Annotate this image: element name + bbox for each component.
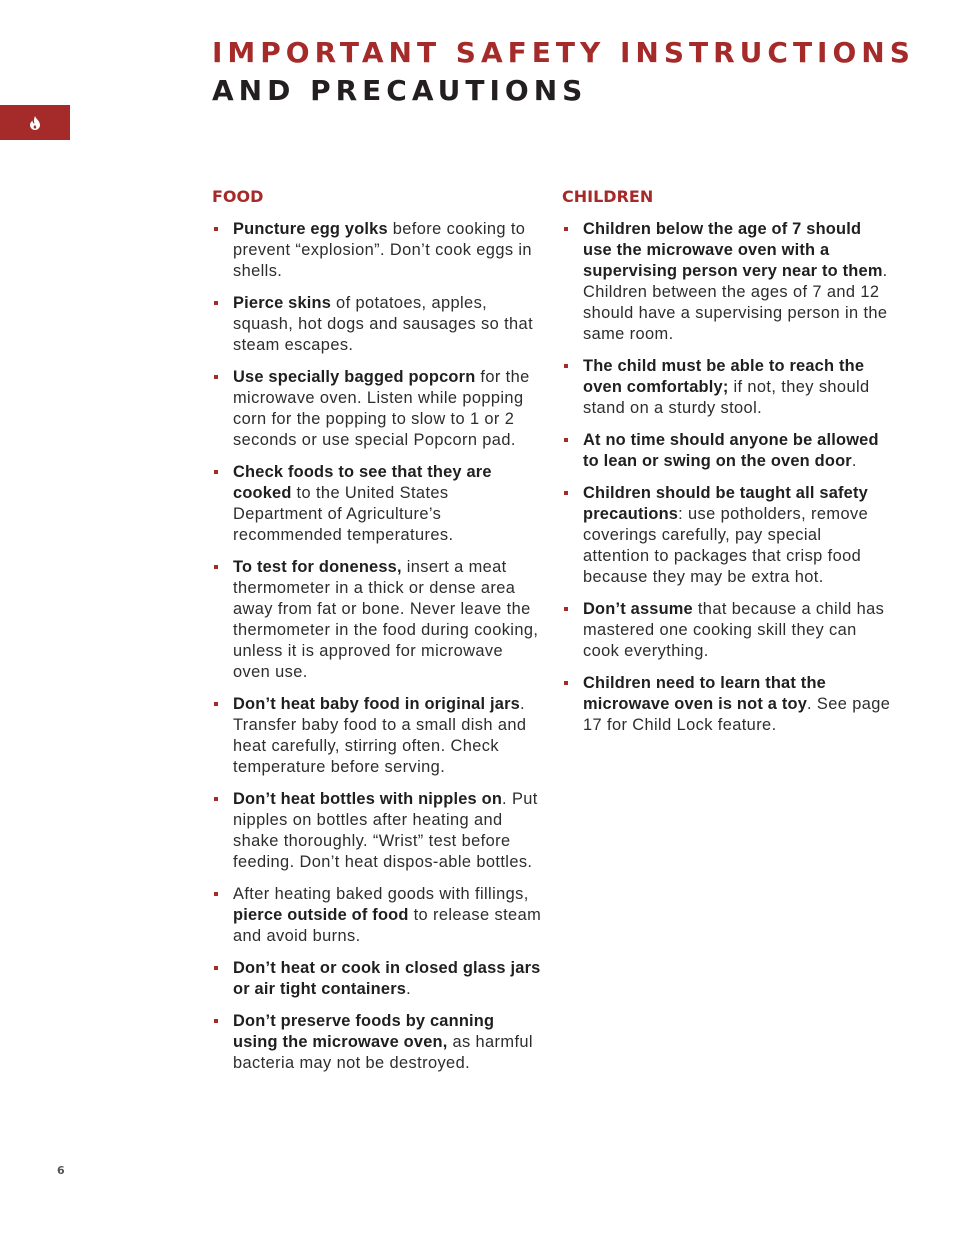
item-emphasis: Don’t heat or cook in closed glass jars or air tight containers: [233, 959, 541, 998]
item-emphasis: Pierce skins: [233, 294, 332, 312]
item-text: . Put nipples on bottles after heating and shake thoroughly. “Wrist” test before feeding. Don’t heat dispos-able bottles.: [233, 790, 538, 871]
item-text: before cooking to prevent “explosion”. Don’t cook eggs in shells.: [233, 220, 532, 280]
page-title: IMPORTANT SAFETY INSTRUCTIONS: [212, 36, 915, 69]
list-item: [212, 958, 542, 1000]
list-item: [212, 293, 542, 356]
item-text: .: [851, 452, 857, 470]
section-tab: [0, 105, 70, 140]
list-item: [212, 1011, 542, 1074]
item-text: of potatoes, apples, squash, hot dogs and sausages so that steam escapes.: [233, 294, 534, 354]
item-emphasis: Children need to learn that the microwave oven is not a toy: [583, 674, 826, 713]
item-emphasis: At no time should anyone be allowed to lean or swing on the oven door: [583, 431, 879, 470]
list-item: [562, 673, 892, 736]
page-number: 6: [57, 1164, 65, 1177]
children-section: [562, 186, 892, 747]
item-text: insert a meat thermometer in a thick or dense area away from fat or bone. Never leave the thermometer in the food during cooking, unless it is approved for microwave oven use.: [233, 558, 539, 681]
item-emphasis: Use specially bagged popcorn: [233, 368, 476, 386]
list-item: [212, 367, 542, 451]
item-text: . Children between the ages of 7 and 12 should have a supervising person in the same room.: [583, 262, 888, 343]
item-text: if not, they should stand on a sturdy stool.: [583, 378, 870, 417]
item-text-prefix: After heating baked goods with fillings,: [233, 885, 529, 903]
list-item: [562, 483, 892, 588]
item-emphasis: Puncture egg yolks: [233, 220, 388, 238]
item-emphasis: Children below the age of 7 should use the microwave oven with a supervising person very near to them: [583, 220, 883, 280]
item-text: : use potholders, remove coverings carefully, pay special attention to packages that crisp food because they may be extra hot.: [583, 505, 869, 586]
item-emphasis: Check foods to see that they are cooked: [233, 463, 492, 502]
item-emphasis: The child must be able to reach the oven comfortably;: [583, 357, 865, 396]
item-text: as harmful bacteria may not be destroyed.: [233, 1033, 533, 1072]
item-text: . See page 17 for Child Lock feature.: [583, 695, 891, 734]
flame-icon: [29, 116, 41, 130]
item-text: to release steam and avoid burns.: [233, 906, 542, 945]
item-emphasis: To test for doneness,: [233, 558, 402, 576]
item-text: to the United States Department of Agriculture’s recommended temperatures.: [233, 484, 454, 544]
item-emphasis: pierce outside of food: [233, 906, 409, 924]
item-emphasis: Don’t heat baby food in original jars: [233, 695, 520, 713]
list-item: [212, 557, 542, 683]
item-text: .: [406, 980, 412, 998]
item-text: for the microwave oven. Listen while popping corn for the popping to slow to 1 or 2 seconds or use special Popcorn pad.: [233, 368, 530, 449]
food-heading: FOOD: [212, 187, 264, 206]
food-section: [212, 186, 542, 1085]
item-text: that because a child has mastered one cooking skill they can cook everything.: [583, 600, 885, 660]
item-emphasis: Children should be taught all safety precautions: [583, 484, 868, 523]
list-item: [562, 356, 892, 419]
item-emphasis: Don’t heat bottles with nipples on: [233, 790, 503, 808]
list-item: [212, 789, 542, 873]
children-heading: CHILDREN: [562, 187, 654, 206]
list-item: [562, 219, 892, 345]
item-emphasis: Don’t assume: [583, 600, 693, 618]
list-item: [212, 219, 542, 282]
food-list: [212, 219, 542, 1074]
list-item: [562, 430, 892, 472]
list-item: [212, 462, 542, 546]
list-item: [562, 599, 892, 662]
item-emphasis: Don’t preserve foods by canning using the microwave oven,: [233, 1012, 495, 1051]
list-item: [212, 694, 542, 778]
page-subtitle: AND PRECAUTIONS: [212, 74, 588, 107]
children-list: [562, 219, 892, 736]
item-text: . Transfer baby food to a small dish and heat carefully, stirring often. Check temperature before serving.: [233, 695, 527, 776]
list-item: [212, 884, 542, 947]
